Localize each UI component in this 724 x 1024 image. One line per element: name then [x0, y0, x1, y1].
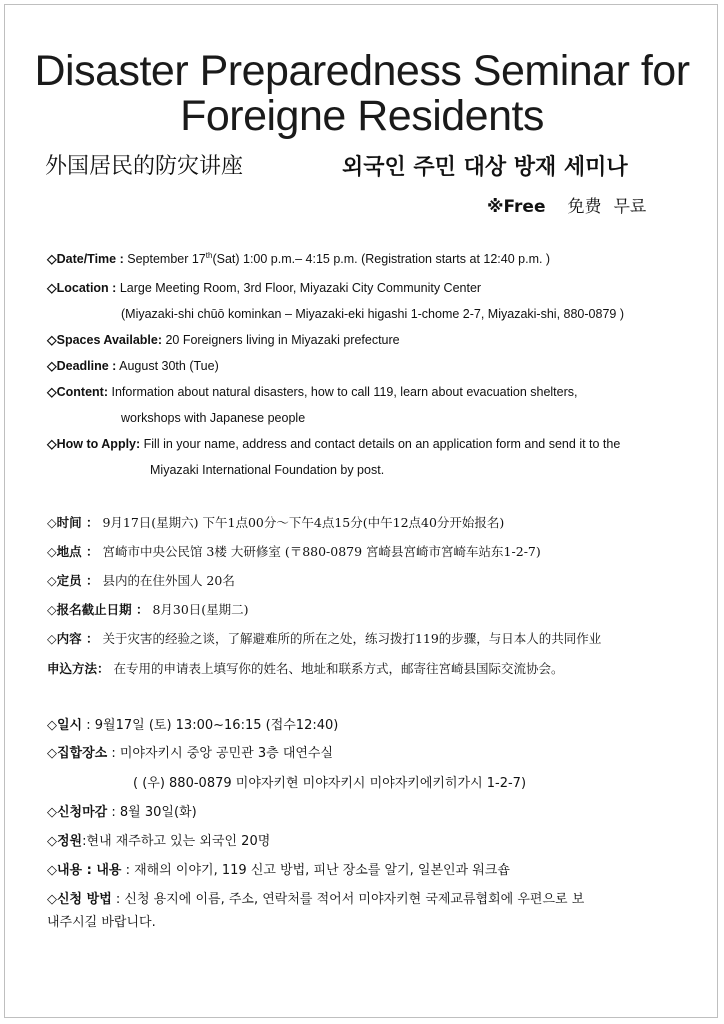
cn-apply-line [47, 660, 564, 678]
en-content-line [47, 383, 578, 401]
kr-place-value: : 미야자키시 중앙 공민관 3층 대연수실 [107, 746, 334, 761]
en-apply-label: ◇How to Apply: [47, 437, 141, 451]
cn-place-line [47, 543, 541, 561]
kr-deadline-value: : 8월 30일(화) [107, 805, 197, 820]
en-content-value: Information about natural disasters, how to call 119, learn about evacuation shelters, [108, 385, 578, 399]
cn-place-value: 宮崎市中央公民馆 3楼 大研修室 (〒880-0879 宮崎县宮崎市宮崎车站东1-2-7) [98, 544, 541, 559]
subtitle-korean: 외국인 주민 대상 방재 세미나 [342, 155, 628, 180]
kr-content-value: : 재해의 이야기, 119 신고 방법, 피난 장소를 알기, 일본인과 워크숍 [121, 863, 510, 878]
en-date-label: ◇Date/Time : [47, 252, 124, 266]
cn-deadline-line [47, 601, 249, 619]
en-location-label: ◇Location : [47, 281, 117, 295]
cn-place-label: ◇地点 ： [47, 544, 99, 559]
en-spaces-value: 20 Foreigners living in Miyazaki prefecture [162, 333, 400, 347]
cn-time-value: 9月17日(星期六) 下午1点00分～下午4点15分(中午12点40分开始报名) [98, 515, 505, 530]
cn-content-line [47, 630, 601, 648]
en-date-sup: th [205, 250, 213, 260]
cn-capacity-line [47, 572, 235, 590]
en-deadline-label: ◇Deadline : [47, 359, 117, 373]
cn-apply-label: 申込方法： [47, 661, 110, 676]
en-spaces-label: ◇Spaces Available: [47, 333, 162, 347]
kr-apply-value: : 신청 용지에 이름, 주소, 연락처를 적어서 미야자키현 국제교류협회에 우편으로 보 [111, 892, 585, 907]
subtitle-chinese: 外国居民的防灾讲座 [45, 154, 244, 179]
en-date-post: (Sat) 1:00 p.m.– 4:15 p.m. (Registration starts at 12:40 p.m. ) [212, 252, 551, 266]
cn-content-label: ◇内容 ： [47, 631, 99, 646]
kr-place-line-2: ( (우) 880-0879 미야자키현 미야자키시 미야자키에키히가시 1-2-7) [133, 776, 527, 791]
en-content-label: ◇Content: [47, 385, 108, 399]
free-en: ※Free [487, 197, 546, 217]
kr-capacity-label: ◇정원 [47, 834, 83, 849]
cn-apply-value: 在专用的申请表上填写你的姓名、地址和联系方式，邮寄往宮崎县国际交流协会。 [109, 661, 564, 676]
kr-capacity-line [47, 832, 270, 851]
kr-date-value: : 9월17일 (토) 13:00~16:15 (접수12:40) [82, 718, 339, 733]
kr-date-line [47, 716, 338, 735]
kr-content-line [47, 861, 510, 880]
en-location-value: Large Meeting Room, 3rd Floor, Miyazaki City Community Center [116, 281, 482, 295]
kr-place-line [47, 744, 333, 763]
free-kr: 무료 [613, 197, 647, 217]
en-location-line [47, 279, 481, 297]
kr-apply-line [47, 890, 584, 909]
cn-capacity-value: 县内的在住外国人 20名 [98, 573, 235, 588]
cn-content-value: 关于灾害的经验之谈，了解避难所的所在之处，练习拨打119的步骤，与日本人的共同作业 [98, 631, 602, 646]
free-cn: 免费 [567, 197, 602, 217]
title-line-2: Foreigne Residents [180, 92, 544, 140]
en-location-line-2: (Miyazaki-shi chūō kominkan – Miyazaki-eki higashi 1-chome 2-7, Miyazaki-shi, 880-0879 ) [121, 307, 624, 321]
kr-deadline-line [47, 803, 197, 822]
kr-apply-label: ◇신청 방법 [47, 892, 112, 907]
cn-deadline-value: 8月30日(星期二) [148, 602, 249, 617]
kr-content-label: ◇내용 : 내용 [47, 863, 122, 878]
en-content-line-2: workshops with Japanese people [121, 411, 306, 425]
cn-deadline-label: ◇报名截止日期 ： [47, 602, 149, 617]
cn-capacity-label: ◇定员 ： [47, 573, 99, 588]
kr-place-label: ◇집합장소 [47, 746, 108, 761]
kr-date-label: ◇일시 [47, 718, 83, 733]
kr-apply-line-2: 내주시길 바랍니다. [47, 915, 156, 930]
en-apply-line-2: Miyazaki International Foundation by post. [150, 463, 385, 477]
en-apply-line [47, 435, 620, 453]
en-date-pre: September 17 [123, 252, 206, 266]
title-line-1: Disaster Preparedness Seminar for [34, 47, 690, 95]
free-admission [487, 196, 658, 218]
en-deadline-value: August 30th (Tue) [116, 359, 219, 373]
cn-time-label: ◇时间 ： [47, 515, 99, 530]
en-date-line [47, 250, 550, 268]
cn-time-line [47, 514, 504, 532]
en-deadline-line [47, 357, 219, 375]
kr-deadline-label: ◇신청마감 [47, 805, 108, 820]
kr-capacity-value: :현내 재주하고 있는 외국인 20명 [82, 834, 271, 849]
en-apply-value: Fill in your name, address and contact details on an application form and send it to the [140, 437, 621, 451]
en-spaces-line [47, 331, 400, 349]
